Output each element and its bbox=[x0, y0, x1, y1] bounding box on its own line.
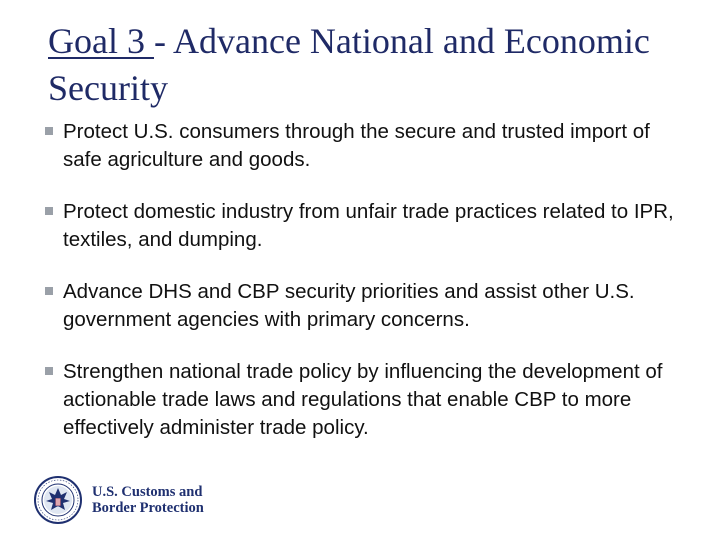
bullet-item bbox=[44, 278, 694, 334]
brand-name bbox=[92, 484, 204, 516]
bullet-item bbox=[44, 118, 694, 174]
slide-title bbox=[48, 18, 688, 112]
bullet-text: Strengthen national trade policy by influencing the development of actionable trade laws and regulations that enable CBP to more effectively administer trade policy. bbox=[63, 360, 663, 439]
title-text: - Advance National and Economic Security bbox=[48, 21, 650, 108]
square-bullet-icon bbox=[45, 207, 53, 215]
dhs-seal-icon bbox=[34, 476, 82, 524]
bullet-text: Advance DHS and CBP security priorities and assist other U.S. government agencies with primary concerns. bbox=[63, 280, 635, 331]
goal-label-link[interactable]: Goal 3 bbox=[48, 21, 154, 61]
brand-line1: U.S. Customs and bbox=[92, 484, 203, 500]
bullet-list bbox=[44, 118, 694, 466]
square-bullet-icon bbox=[45, 127, 53, 135]
square-bullet-icon bbox=[45, 367, 53, 375]
square-bullet-icon bbox=[45, 287, 53, 295]
cbp-logo bbox=[34, 473, 204, 527]
bullet-item bbox=[44, 198, 694, 254]
bullet-item bbox=[44, 358, 694, 442]
bullet-text: Protect domestic industry from unfair trade practices related to IPR, textiles, and dumping. bbox=[63, 200, 674, 251]
bullet-text: Protect U.S. consumers through the secure and trusted import of safe agriculture and goods. bbox=[63, 120, 650, 171]
brand-line2: Border Protection bbox=[92, 500, 204, 516]
